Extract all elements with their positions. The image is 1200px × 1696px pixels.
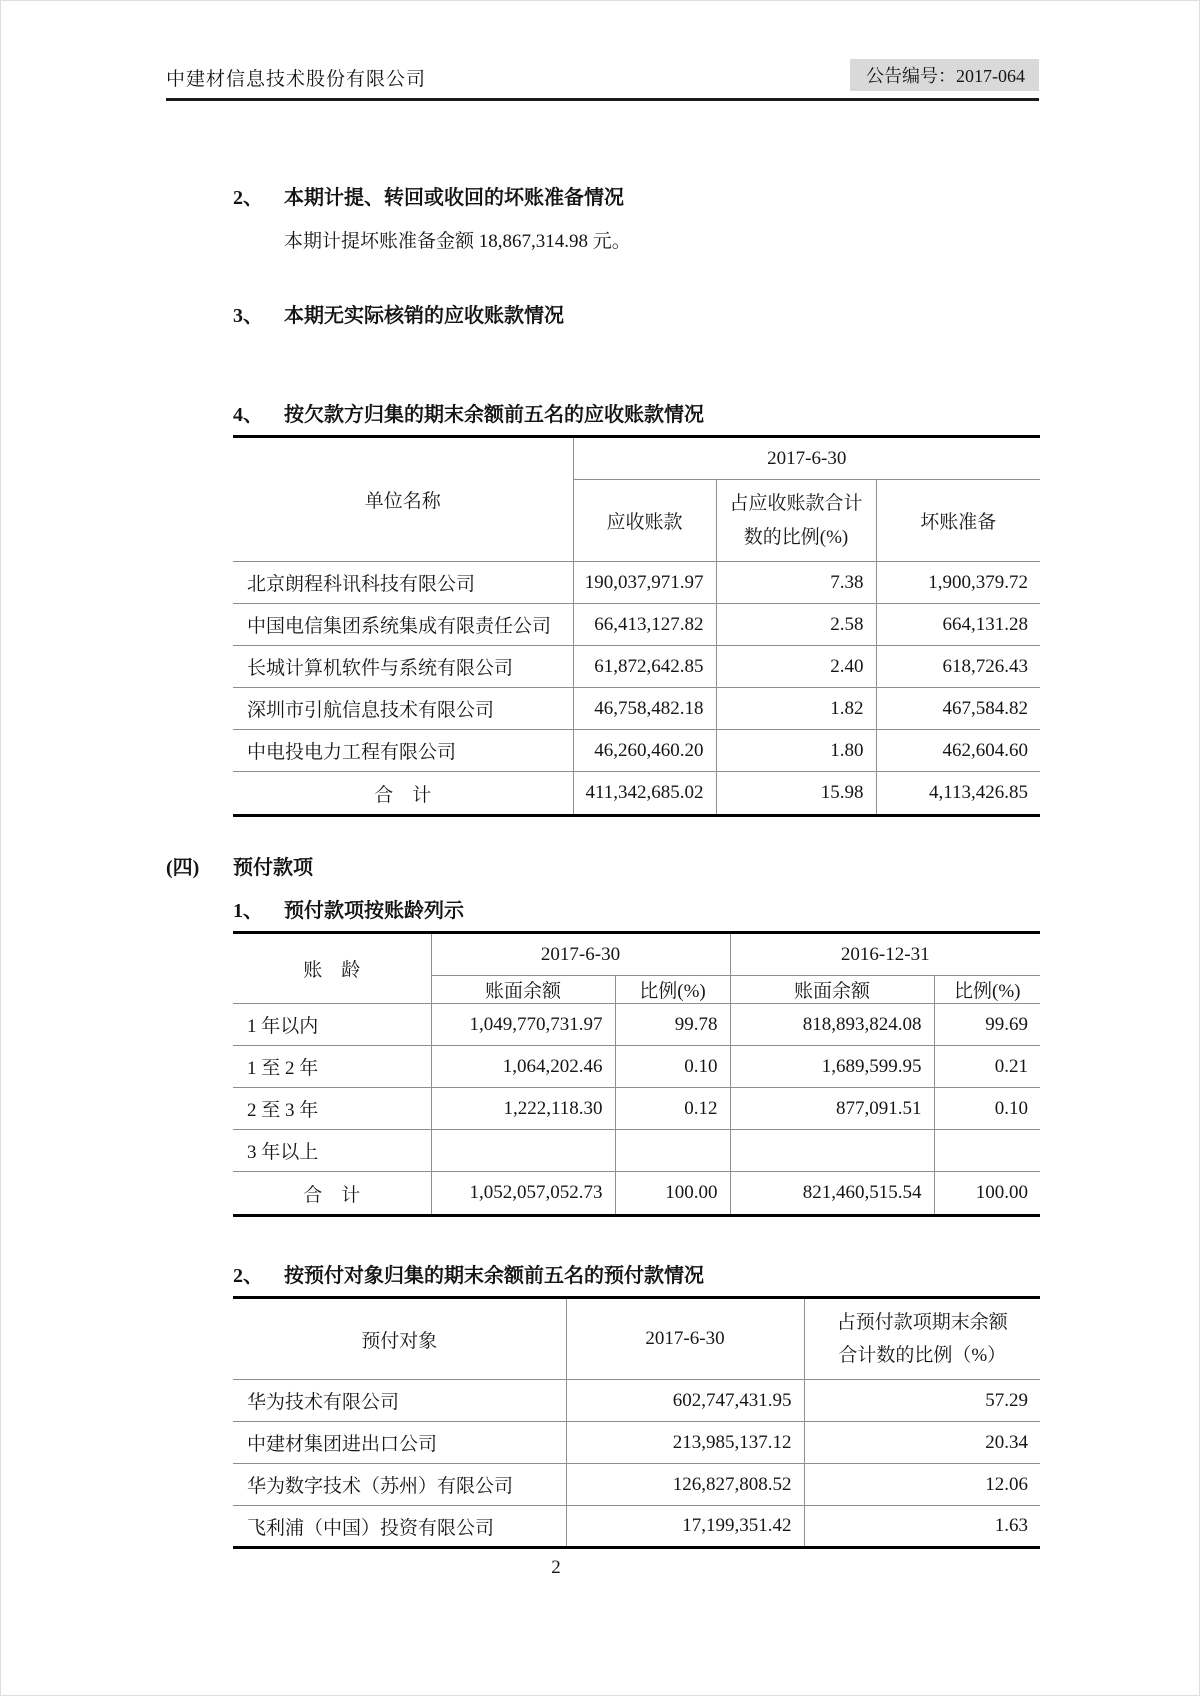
receivable-amount-cell: 46,758,482.18 (573, 688, 716, 730)
section-number: 2、 (233, 1265, 263, 1287)
receivable-amount-cell: 190,037,971.97 (573, 562, 716, 604)
amount-cell: 213,985,137.12 (566, 1422, 804, 1464)
ratio-cell: 99.78 (615, 1004, 730, 1046)
table-header-row (233, 933, 1040, 976)
ratio-cell: 7.38 (716, 562, 876, 604)
ratio-cell: 20.34 (804, 1422, 1040, 1464)
prepay-target-header: 预付对象 (233, 1298, 566, 1380)
table-row (233, 1464, 1040, 1506)
table-row (233, 646, 1040, 688)
receivable-amount-cell: 66,413,127.82 (573, 604, 716, 646)
balance-cell: 1,222,118.30 (431, 1088, 615, 1130)
company-name-cell: 中国电信集团系统集成有限责任公司 (233, 604, 573, 646)
receivable-amount-cell: 46,260,460.20 (573, 730, 716, 772)
total-label-cell: 合 计 (233, 1172, 431, 1216)
ratio-cell: 2.40 (716, 646, 876, 688)
bad-debt-cell: 618,726.43 (876, 646, 1040, 688)
balance-cell: 1,052,057,052.73 (431, 1172, 615, 1216)
ratio-cell: 1.82 (716, 688, 876, 730)
ratio-cell: 100.00 (615, 1172, 730, 1216)
section-3-heading (233, 303, 1040, 330)
section-title: 本期计提、转回或收回的坏账准备情况 (284, 187, 624, 209)
section-title: 预付款项 (233, 857, 313, 879)
ratio-cell: 57.29 (804, 1380, 1040, 1422)
section-number: 2、 (233, 187, 263, 209)
receivables-table (233, 435, 1040, 817)
amount-cell: 17,199,351.42 (566, 1506, 804, 1548)
balance-cell: 1,689,599.95 (730, 1046, 934, 1088)
section-si-heading (166, 855, 1040, 882)
table-row (233, 730, 1040, 772)
ratio-header: 占预付款项期末余额 合计数的比例（%） (804, 1298, 1040, 1380)
receivable-header: 应收账款 (573, 480, 716, 562)
ratio-cell: 100.00 (934, 1172, 1040, 1216)
ratio-cell: 0.10 (934, 1088, 1040, 1130)
ratio-cell: 0.10 (615, 1046, 730, 1088)
section-number: 1、 (233, 900, 263, 922)
ratio-header: 比例(%) (615, 976, 730, 1004)
prepaid-table (233, 1296, 1040, 1549)
bad-debt-cell: 467,584.82 (876, 688, 1040, 730)
table-row (233, 1506, 1040, 1548)
ratio-cell (615, 1130, 730, 1172)
period-2016-header: 2016-12-31 (730, 933, 1040, 976)
table-row (233, 604, 1040, 646)
receivable-amount-cell: 61,872,642.85 (573, 646, 716, 688)
section-number: (四) (166, 857, 200, 879)
ratio-cell: 0.21 (934, 1046, 1040, 1088)
prepay-target-cell: 华为技术有限公司 (233, 1380, 566, 1422)
ratio-header: 占应收账款合计 数的比例(%) (716, 480, 876, 562)
receivable-amount-cell: 411,342,685.02 (573, 772, 716, 816)
aging-label-cell: 3 年以上 (233, 1130, 431, 1172)
bad-debt-cell: 1,900,379.72 (876, 562, 1040, 604)
balance-cell (431, 1130, 615, 1172)
bad-debt-cell: 664,131.28 (876, 604, 1040, 646)
prepay-target-cell: 飞利浦（中国）投资有限公司 (233, 1506, 566, 1548)
ratio-cell: 99.69 (934, 1004, 1040, 1046)
balance-cell: 821,460,515.54 (730, 1172, 934, 1216)
bad-debt-header: 坏账准备 (876, 480, 1040, 562)
section-2-heading (233, 185, 1040, 212)
aging-label-cell: 1 年以内 (233, 1004, 431, 1046)
total-row (233, 772, 1040, 816)
amount-cell: 126,827,808.52 (566, 1464, 804, 1506)
page-content (166, 185, 1040, 1549)
company-name-cell: 深圳市引航信息技术有限公司 (233, 688, 573, 730)
total-label-cell: 合 计 (233, 772, 573, 816)
aging-label-cell: 2 至 3 年 (233, 1088, 431, 1130)
period-header: 2017-6-30 (573, 437, 1040, 480)
ratio-cell: 15.98 (716, 772, 876, 816)
table-header-row (233, 1298, 1040, 1380)
section-title: 按预付对象归集的期末余额前五名的预付款情况 (284, 1265, 704, 1287)
section-title: 按欠款方归集的期末余额前五名的应收账款情况 (284, 404, 704, 426)
balance-header: 账面余额 (431, 976, 615, 1004)
section-title: 本期无实际核销的应收账款情况 (284, 305, 564, 327)
unit-name-header: 单位名称 (233, 437, 573, 562)
prepay-target-cell: 华为数字技术（苏州）有限公司 (233, 1464, 566, 1506)
period-2017-header: 2017-6-30 (431, 933, 730, 976)
company-name: 中建材信息技术股份有限公司 (166, 69, 427, 90)
table-row (233, 1130, 1040, 1172)
page-number: 2 (551, 1557, 561, 1578)
aging-table (233, 931, 1040, 1217)
balance-cell: 877,091.51 (730, 1088, 934, 1130)
ratio-cell: 2.58 (716, 604, 876, 646)
notice-number-badge: 公告编号：2017-064 (850, 59, 1039, 91)
subsection-1-heading (233, 898, 1040, 925)
header-rule (166, 98, 1039, 101)
table-row (233, 562, 1040, 604)
ratio-cell: 12.06 (804, 1464, 1040, 1506)
aging-header: 账 龄 (233, 933, 431, 1004)
company-name-cell: 长城计算机软件与系统有限公司 (233, 646, 573, 688)
ratio-cell: 1.80 (716, 730, 876, 772)
section-2-body: 本期计提坏账准备金额 18,867,314.98 元。 (284, 231, 631, 252)
document-header (166, 1, 1039, 91)
prepay-target-cell: 中建材集团进出口公司 (233, 1422, 566, 1464)
table-header-row (233, 437, 1040, 480)
table-row (233, 1046, 1040, 1088)
table-row (233, 1380, 1040, 1422)
ratio-header: 比例(%) (934, 976, 1040, 1004)
balance-cell (730, 1130, 934, 1172)
balance-cell: 1,049,770,731.97 (431, 1004, 615, 1046)
subsection-2-heading (233, 1263, 1040, 1290)
table-row (233, 1422, 1040, 1464)
aging-label-cell: 1 至 2 年 (233, 1046, 431, 1088)
table-row (233, 688, 1040, 730)
section-title: 预付款项按账龄列示 (284, 900, 464, 922)
section-number: 3、 (233, 305, 263, 327)
section-4-heading (233, 402, 1040, 429)
balance-header: 账面余额 (730, 976, 934, 1004)
balance-cell: 1,064,202.46 (431, 1046, 615, 1088)
bad-debt-cell: 4,113,426.85 (876, 772, 1040, 816)
table-row (233, 1088, 1040, 1130)
table-row (233, 1004, 1040, 1046)
ratio-cell (934, 1130, 1040, 1172)
section-number: 4、 (233, 404, 263, 426)
amount-cell: 602,747,431.95 (566, 1380, 804, 1422)
balance-cell: 818,893,824.08 (730, 1004, 934, 1046)
period-header: 2017-6-30 (566, 1298, 804, 1380)
company-name-cell: 中电投电力工程有限公司 (233, 730, 573, 772)
ratio-cell: 1.63 (804, 1506, 1040, 1548)
bad-debt-cell: 462,604.60 (876, 730, 1040, 772)
ratio-cell: 0.12 (615, 1088, 730, 1130)
company-name-cell: 北京朗程科讯科技有限公司 (233, 562, 573, 604)
total-row (233, 1172, 1040, 1216)
